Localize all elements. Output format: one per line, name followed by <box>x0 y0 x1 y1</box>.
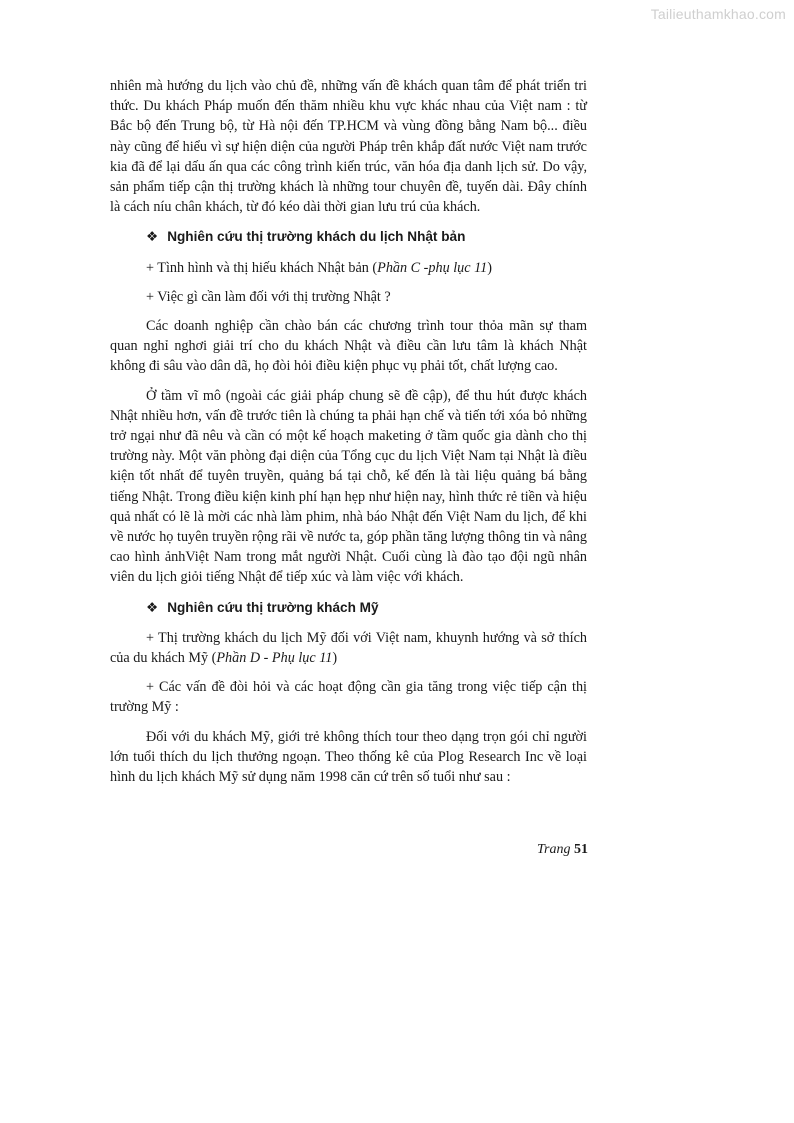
paragraph-japan-situation <box>110 258 587 278</box>
page-number: 51 <box>573 842 588 857</box>
paragraph-japan-businesses: Các doanh nghiệp cần chào bán các chương trình tour thỏa mãn sự tham quan nghỉ nghơi giải trí cho du khách Nhật và điều cần lưu tâm là khách Nhật không đi sâu vào dân dã, họ đòi hỏi điều kiện phục vụ phải tốt, chất lượng cao. <box>110 318 587 375</box>
paragraph-japan-macro: Ở tầm vĩ mô (ngoài các giải pháp chung sẽ đề cập), để thu hút được khách Nhật nhiều hơn, vấn đề trước tiên là chúng ta phải hạn chế và tiến tới xóa bỏ những trở ngại như đã nêu và cần có một kế hoạch maketing ở tầm quốc gia dành cho thị trường này. Một văn phòng đại diện của Tổng cục du lịch Việt Nam tại Nhật là điều kiện tốt nhất để tuyên truyền, quảng bá tại chỗ, kế đến là tài liệu quảng bá bằng tiếng Nhật. Trong điều kiện kinh phí hạn hẹp như hiện nay, hình thức rẻ tiền và hiệu quả nhất có lẽ là mời các nhà làm phim, nhà báo Nhật đến Việt Nam du lịch, để khi về nước họ tuyên truyền rộng rãi về nước ta, góp phần tăng lượng thông tin và nâng cao hình ảnhViệt Nam trong mắt người Nhật. Cuối cùng là đào tạo đội ngũ nhân viên du lịch giỏi tiếng Nhật để tiếp xúc và làm việc với khách. <box>110 387 587 586</box>
diamond-bullet-icon: ❖ <box>146 229 159 245</box>
heading-us-market <box>110 598 587 618</box>
paragraph-japan-tasks: + Việc gì cần làm đối với thị trường Nhật ? <box>146 288 391 305</box>
paragraph-french-market: nhiên mà hướng du lịch vào chủ đề, những vấn đề khách quan tâm để phát triển tri thức. Du khách Pháp muốn đến thăm nhiều khu vực khác nhau của Việt nam : từ Bắc bộ đến Trung bộ, từ Hà nội đến TP.HCM và vùng đồng bằng Nam bộ... điều này cũng để hiểu vì sự hiện diện của người Pháp trên khắp đất nước Việt nam trước kia đã để lại dấu ấn qua các công trình kiến trúc, văn hóa địa danh lịch sử. Do vậy, sản phẩm tiếp cận thị trường khách là những tour chuyên đề, tuyến dài. Đây chính là cách níu chân khách, từ đó kéo dài thời gian lưu trú của khách. <box>110 78 587 216</box>
us-trends-text: + Thị trường khách du lịch Mỹ đối với Việt nam, khuynh hướng và sở thích của du khách Mỹ ( <box>110 629 587 667</box>
heading-japan-text: Nghiên cứu thị trường khách du lịch Nhật bản <box>167 229 466 245</box>
paragraph-us-requirements: + Các vấn đề đòi hỏi và các hoạt động cần gia tăng trong việc tiếp cận thị trường Mỹ : <box>110 679 587 716</box>
paragraph-us-travelers: Đối với du khách Mỹ, giới trẻ không thích tour theo dạng trọn gói chỉ người lớn tuổi thích du lịch thưởng ngoạn. Theo thống kê của Plog Research Inc về loại hình du lịch khách Mỹ sử dụng năm 1998 căn cứ trên số tuổi như sau : <box>110 728 587 786</box>
paragraph-us-market-trends <box>110 628 587 668</box>
watermark: Tailieuthamkhao.com <box>650 6 786 22</box>
appendix-c-reference: Phần C -phụ lục 11 <box>377 259 488 276</box>
heading-japan-market <box>110 227 587 247</box>
page-label: Trang <box>537 842 571 857</box>
appendix-d-reference: Phần D - Phụ lục 11 <box>216 650 333 667</box>
paren-close: ) <box>332 650 338 667</box>
japan-situation-text: + Tình hình và thị hiếu khách Nhật bản ( <box>146 259 378 276</box>
heading-us-text: Nghiên cứu thị trường khách Mỹ <box>167 599 379 615</box>
diamond-bullet-icon: ❖ <box>146 599 159 615</box>
paren-close: ) <box>487 259 492 276</box>
page-footer <box>537 842 588 858</box>
page-content <box>110 76 587 796</box>
